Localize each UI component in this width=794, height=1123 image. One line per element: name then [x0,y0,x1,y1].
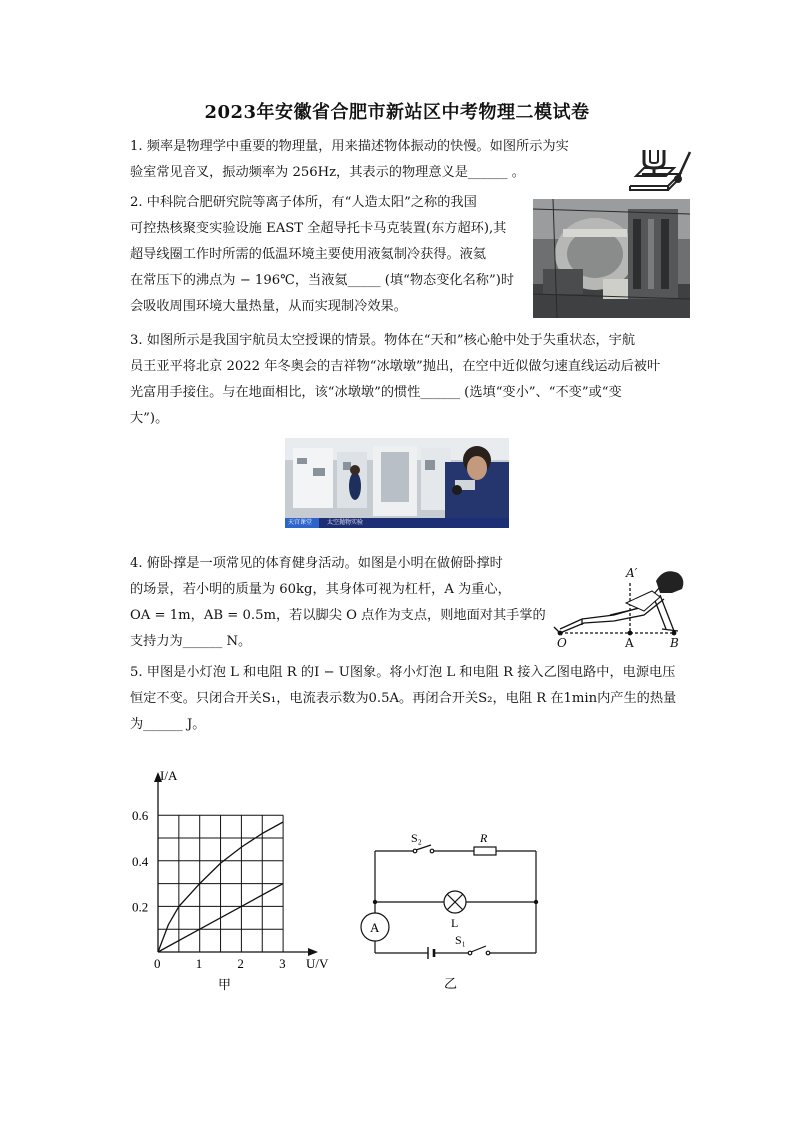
question-2-line-3: 超导线圈工作时所需的低温环境主要使用液氦制冷获得。液氦 [130,247,487,262]
ammeter-label: A [370,920,380,935]
x-tick-label: 3 [279,956,286,971]
circuit-diagram [355,825,555,995]
question-3-line-1: 3. 如图所示是我国宇航员太空授课的情景。物体在“天和”核心舱中处于失重状态，宇航 [130,333,636,348]
y-tick-label: 0.6 [132,808,149,824]
lamp-label: L [451,916,459,930]
question-5-line-3: 为______ J。 [130,717,206,732]
label-a-prime: A′ [626,566,638,580]
label-o: O [557,636,567,650]
photo-caption-right: 太空抛物实验 [327,519,364,526]
x-tick-label: 1 [195,956,203,971]
photo-caption-left: 天宫课堂 [288,519,313,526]
tuning-fork-figure [626,146,696,196]
resistor-label: R [480,831,488,845]
label-b: B [670,636,679,650]
question-5 [130,660,695,738]
question-3-line-4: 大”)。 [130,411,169,426]
y-tick-label: 0.4 [132,853,149,869]
question-2-line-4: 在常压下的沸点为 − 196℃，当液氦_____ (填“物态变化名称”)时 [130,273,515,288]
graph-grid [158,815,283,952]
question-4 [130,551,550,655]
question-5-line-1: 5. 甲图是小灯泡 L 和电阻 R 的I − U图象。将小灯泡 L 和电阻 R 接入乙图电路中，电源电压 [130,665,676,680]
question-2 [130,190,525,320]
question-1-line-1: 1. 频率是物理学中重要的物理量，用来描述物体振动的快慢。如图所示为实 [130,139,569,154]
x-tick-label: 0 [154,956,161,971]
question-1-line-2: 验室常见音叉，振动频率为 256Hz，其表示的物理意义是______ 。 [130,165,525,180]
east-tokamak-photo [533,199,690,318]
question-5-line-2: 恒定不变。只闭合开关S₁，电流表示数为0.5A。再闭合开关S₂，电阻 R 在1min内产生的热量 [130,691,677,706]
label-a: A [625,636,634,650]
question-4-line-1: 4. 俯卧撑是一项常见的体育健身活动。如图是小明在做俯卧撑时 [130,556,503,571]
y-tick-label: 0.2 [132,899,149,915]
question-2-line-5: 会吸收周围环境大量热量，从而实现制冷效果。 [130,299,407,314]
graph-caption: 甲 [218,977,232,992]
question-3-line-2: 员王亚平将北京 2022 年冬奥会的吉祥物“冰墩墩”抛出，在空中近似做匀速直线运动后被叶 [130,359,661,374]
pushup-figure [552,563,694,651]
question-4-line-2: 的场景，若小明的质量为 60kg，其身体可视为杠杆，A 为重心， [130,582,511,597]
page-title: 2023年安徽省合肥市新站区中考物理二模试卷 [204,102,590,123]
x-tick-label: 2 [237,956,244,971]
graph-xlabel: U/V [306,956,329,971]
circuit-caption: 乙 [444,976,458,991]
question-3-line-3: 光富用手接住。与在地面相比，该“冰墩墩”的惯性______ (选填“变小”、“不变”或“变 [130,385,622,400]
question-4-line-3: OA = 1m，AB = 0.5m，若以脚尖 O 点作为支点，则地面对其手掌的 [130,608,546,623]
x-axis-arrow [308,948,318,956]
question-4-line-4: 支持力为______ N。 [130,634,252,649]
question-2-line-1: 2. 中科院合肥研究院等离子体所，有“人造太阳”之称的我国 [130,195,477,210]
question-3 [130,328,695,432]
switch-s1-label: S₁ [455,933,466,947]
space-class-photo [285,438,509,528]
iu-graph [120,760,350,1000]
question-2-line-2: 可控热核聚变实验设施 EAST 全超导托卡马克装置(东方超环),其 [130,221,507,236]
question-1 [130,134,610,186]
switch-s2-label: S₂ [411,831,422,845]
graph-ylabel: I/A [160,768,178,783]
